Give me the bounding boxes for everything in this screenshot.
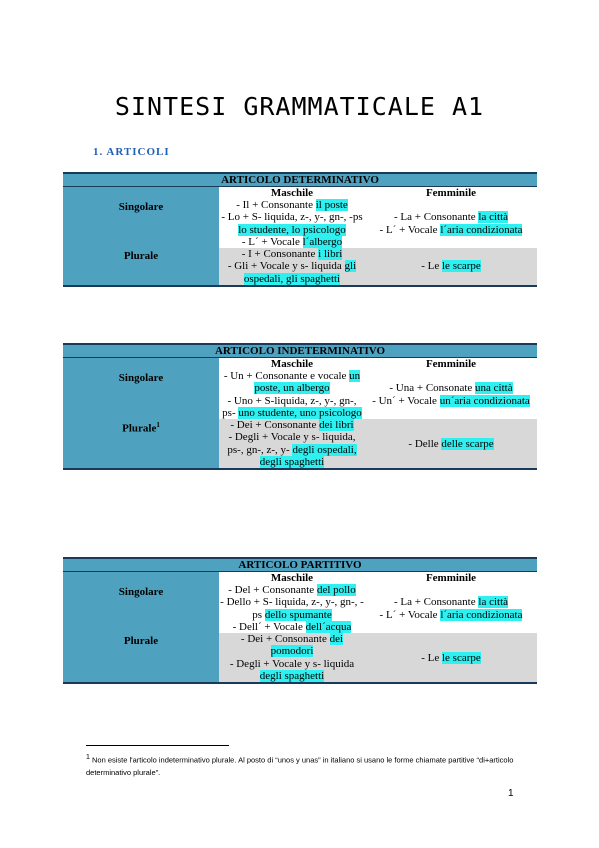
footnote: [86, 752, 526, 779]
example-highlight: degli ospedali, degli spaghetti: [259, 443, 357, 469]
example-highlight: del pollo: [316, 584, 356, 596]
rule-line: [220, 395, 364, 420]
example-highlight: uno studente, uno psicologo: [238, 406, 362, 419]
rule-text: - Dei + Consonante: [230, 419, 320, 432]
example-highlight: una città: [475, 382, 513, 395]
rule-line: [220, 633, 364, 658]
header-empty: [63, 358, 219, 371]
rule-text: - Un´ + Vocale: [372, 394, 440, 407]
rule-line: [220, 211, 364, 236]
rule-line: [220, 596, 364, 621]
table-title: ARTICOLO INDETERMINATIVO: [63, 344, 537, 358]
example-highlight: i libri: [318, 248, 343, 261]
table-articolo-partitivo: [63, 557, 537, 684]
header-maschile: Maschile: [219, 358, 365, 371]
example-highlight: le scarpe: [442, 260, 481, 273]
cell-plurale-femminile: [365, 633, 537, 683]
example-highlight: degli spaghetti: [259, 670, 325, 683]
rule-line: [220, 658, 364, 683]
header-empty: [63, 187, 219, 200]
example-highlight: l´albergo: [302, 235, 343, 248]
rule-text: - Dello + S- liquida, z-, y-, gn-, -ps: [220, 596, 364, 621]
rule-line: [366, 652, 536, 664]
rule-text: - Degli + Vocale y s- liquida: [229, 657, 355, 670]
example-highlight: la città: [478, 211, 509, 224]
row-label-plurale-text: Plurale: [122, 422, 157, 435]
table-title: ARTICOLO DETERMINATIVO: [63, 173, 537, 187]
rule-text: - Delle: [408, 437, 442, 450]
example-highlight: dei libri: [319, 419, 354, 432]
header-femminile: Femminile: [365, 358, 537, 371]
rule-text: - Uno + S-liquida, z-, y-, gn-, ps-: [222, 394, 357, 419]
example-highlight: il poste: [315, 199, 348, 211]
rule-text: - Degli + Vocale y s- liquida, ps-, gn-, z-, y-: [227, 431, 356, 456]
rule-text: - La + Consonante: [393, 596, 479, 609]
rule-text: - L´ + Vocale: [379, 608, 441, 621]
example-highlight: l´aria condizionata: [440, 223, 523, 236]
rule-line: [366, 382, 536, 394]
rule-text: - Gli + Vocale y s- liquida: [227, 260, 345, 273]
rule-line: [220, 260, 364, 285]
row-label-plurale: Plurale: [63, 248, 219, 286]
rule-line: [366, 438, 536, 450]
section-heading: 1. ARTICOLI: [93, 146, 170, 158]
rule-line: [366, 224, 536, 236]
rule-line: [220, 431, 364, 468]
cell-singolare-femminile: [365, 370, 537, 419]
footnote-mark: 1: [156, 421, 160, 430]
rule-line: [220, 248, 364, 260]
rule-text: - Il + Consonante: [236, 199, 316, 211]
cell-singolare-maschile: [219, 199, 365, 248]
rule-line: [366, 596, 536, 608]
rule-text: - Una + Consonate: [389, 382, 476, 395]
rule-line: [220, 621, 364, 633]
row-label-plurale: Plurale: [63, 633, 219, 683]
cell-plurale-maschile: [219, 419, 365, 469]
cell-plurale-maschile: [219, 248, 365, 286]
example-highlight: un poste, un albergo: [254, 370, 361, 395]
rule-line: [366, 260, 536, 272]
rule-line: [366, 395, 536, 407]
example-highlight: dei pomodori: [270, 633, 344, 658]
rule-text: - Un + Consonante e vocale: [223, 370, 350, 382]
header-maschile: Maschile: [219, 187, 365, 200]
table-articolo-indeterminativo: [63, 343, 537, 470]
page-title: SINTESI GRAMMATICALE A1: [114, 92, 485, 121]
footnote-divider: [86, 745, 229, 746]
footnote-number: 1: [86, 754, 90, 761]
cell-plurale-femminile: [365, 419, 537, 469]
rule-text: - L´ + Vocale: [379, 223, 441, 236]
example-highlight: un´aria condizionata: [439, 394, 530, 407]
rule-line: [220, 419, 364, 431]
rule-line: [220, 370, 364, 395]
rule-text: - Lo + S- liquida, z-, y-, gn-, -ps: [221, 211, 363, 224]
cell-plurale-femminile: [365, 248, 537, 286]
footnote-text: Non esiste l'articolo indeterminativo plurale. Al posto di “unos y unas” in italiano si usano le forme chiamate partitive “di+articolo determinativo plurale”.: [86, 755, 514, 777]
row-label-singolare: Singolare: [63, 370, 219, 419]
example-highlight: delle scarpe: [441, 437, 494, 450]
rule-line: [366, 211, 536, 223]
table-title: ARTICOLO PARTITIVO: [63, 558, 537, 572]
cell-singolare-femminile: [365, 584, 537, 633]
example-highlight: lo studente, lo psicologo: [238, 223, 346, 236]
rule-text: - Dei + Consonante: [240, 633, 330, 646]
header-maschile: Maschile: [219, 572, 365, 585]
example-highlight: dello spumante: [264, 608, 332, 621]
rule-line: [220, 199, 364, 211]
rule-text: - La + Consonante: [393, 211, 479, 224]
rule-line: [220, 236, 364, 248]
cell-singolare-maschile: [219, 370, 365, 419]
example-highlight: le scarpe: [441, 651, 481, 664]
header-femminile: Femminile: [365, 187, 537, 200]
cell-singolare-femminile: [365, 199, 537, 248]
page-number: 1: [508, 788, 514, 799]
example-highlight: gli ospedali, gli spaghetti: [243, 260, 357, 285]
cell-singolare-maschile: [219, 584, 365, 633]
rule-text: - Le: [421, 651, 442, 664]
table-articolo-determinativo: [63, 172, 537, 287]
example-highlight: dell´acqua: [305, 620, 352, 633]
example-highlight: l´aria condizionata: [440, 608, 523, 621]
rule-text: - L´ + Vocale: [241, 235, 303, 248]
rule-text: - Le: [421, 260, 442, 273]
row-label-plurale: [63, 419, 219, 469]
header-empty: [63, 572, 219, 585]
rule-line: [220, 584, 364, 596]
row-label-singolare: Singolare: [63, 584, 219, 633]
rule-text: - Del + Consonante: [228, 584, 317, 596]
rule-line: [366, 609, 536, 621]
cell-plurale-maschile: [219, 633, 365, 683]
header-femminile: Femminile: [365, 572, 537, 585]
rule-text: - I + Consonante: [241, 248, 319, 261]
rule-text: - Dell´ + Vocale: [232, 620, 306, 633]
example-highlight: la città: [478, 596, 509, 609]
row-label-singolare: Singolare: [63, 199, 219, 248]
